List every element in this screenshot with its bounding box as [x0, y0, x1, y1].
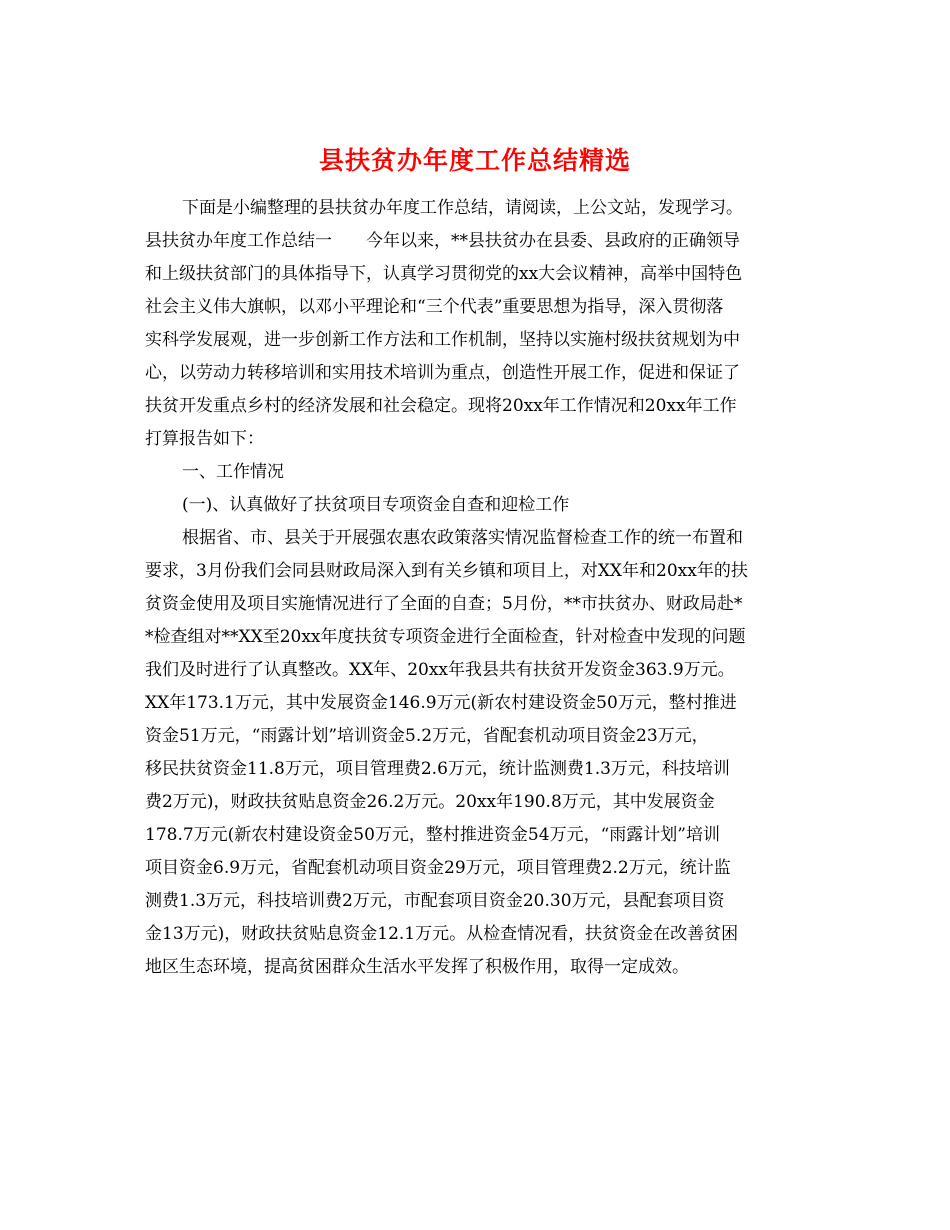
text-line: 县扶贫办年度工作总结一 今年以来，**县扶贫办在县委、县政府的正确领导	[145, 231, 740, 251]
text-line: 社会主义伟大旗帜，以邓小平理论和“三个代表”重要思想为指导，深入贯彻落	[145, 297, 724, 317]
text-line: 实科学发展观，进一步创新工作方法和工作机制，坚持以实施村级扶贫规划为中	[145, 330, 740, 350]
text-line: 贫资金使用及项目实施情况进行了全面的自查；5月份，**市扶贫办、财政局赴*	[145, 594, 743, 614]
text-line: 项目资金6.9万元，省配套机动项目资金29万元，项目管理费2.2万元，统计监	[145, 858, 731, 878]
document-title: 县扶贫办年度工作总结精选	[318, 146, 631, 175]
text-line: 打算报告如下：	[145, 429, 264, 449]
text-line: 根据省、市、县关于开展强农惠农政策落实情况监督检查工作的统一布置和	[182, 528, 743, 548]
section-heading: 一、工作情况	[182, 462, 284, 482]
text-line: 金13万元)，财政扶贫贴息资金12.1万元。从检查情况看，扶贫资金在改善贫困	[145, 924, 739, 944]
text-line: *检查组对**XX至20xx年度扶贫专项资金进行全面检查，针对检查中发现的问题	[145, 627, 746, 647]
text-line: 移民扶贫资金11.8万元，项目管理费2.6万元，统计监测费1.3万元，科技培训	[145, 759, 730, 779]
text-line: 资金51万元，“雨露计划”培训资金5.2万元，省配套机动项目资金23万元，	[145, 726, 709, 746]
text-line: 心，以劳动力转移培训和实用技术培训为重点，创造性开展工作，促进和保证了	[145, 363, 740, 383]
text-line: 测费1.3万元，科技培训费2万元，市配套项目资金20.30万元，县配套项目资	[145, 891, 725, 911]
text-line: 扶贫开发重点乡村的经济发展和社会稳定。现将20xx年工作情况和20xx年工作	[145, 396, 737, 416]
text-line: 我们及时进行了认真整改。XX年、20xx年我县共有扶贫开发资金363.9万元。	[145, 660, 735, 680]
text-line: 178.7万元(新农村建设资金50万元，整村推进资金54万元，“雨露计划”培训	[145, 825, 720, 845]
text-line: 要求，3月份我们会同县财政局深入到有关乡镇和项目上，对XX年和20xx年的扶	[145, 561, 748, 581]
text-line: 下面是小编整理的县扶贫办年度工作总结，请阅读，上公文站，发现学习。	[182, 198, 743, 218]
text-line: 费2万元)，财政扶贫贴息资金26.2万元。20xx年190.8万元，其中发展资金	[145, 792, 715, 812]
text-line: 和上级扶贫部门的具体指导下，认真学习贯彻党的xx大会议精神，高举中国特色	[145, 264, 743, 284]
text-line: 地区生态环境，提高贫困群众生活水平发挥了积极作用，取得一定成效。	[145, 957, 689, 977]
subsection-heading: (一)、认真做好了扶贫项目专项资金自查和迎检工作	[182, 495, 570, 515]
text-line: XX年173.1万元，其中发展资金146.9万元(新农村建设资金50万元，整村推进	[145, 693, 737, 713]
